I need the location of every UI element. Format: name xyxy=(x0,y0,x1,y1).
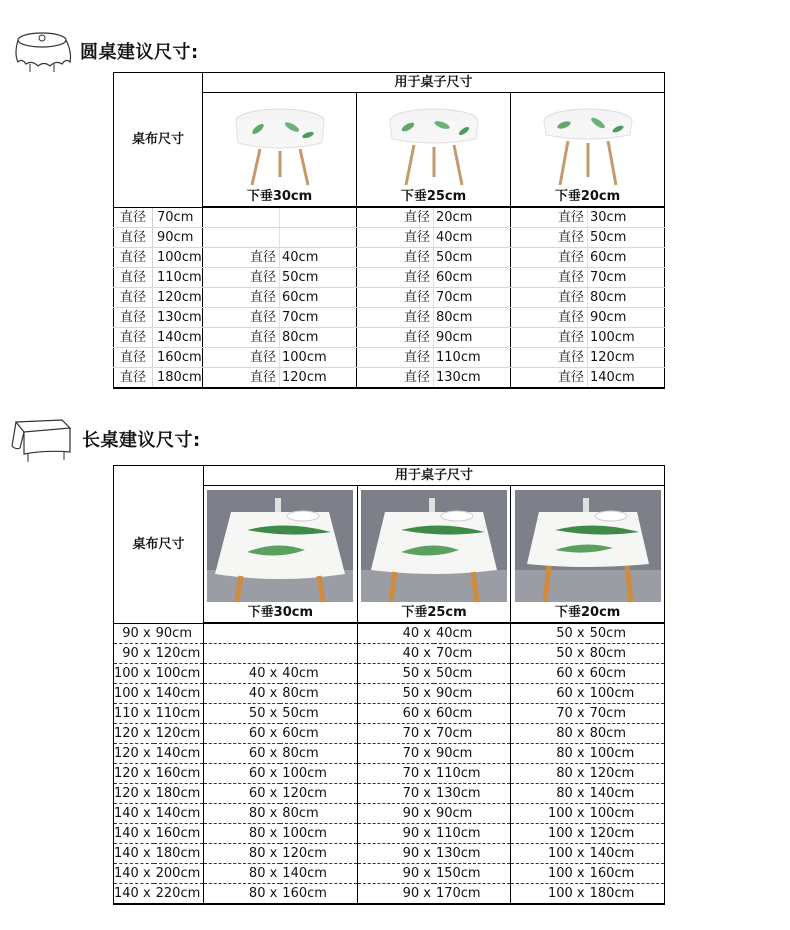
table-size-value: 170cm xyxy=(434,884,511,905)
table-size-value: 60cm xyxy=(434,268,511,288)
table-size-value: 60cm xyxy=(588,248,665,268)
table-size-value: 90cm xyxy=(588,308,665,328)
table-size-prefix: 直径 xyxy=(357,368,434,389)
table-size-prefix: 直径 xyxy=(203,348,280,368)
table-size-prefix: 直径 xyxy=(203,328,280,348)
round-size-row xyxy=(114,248,665,268)
table-size-value: 40cm xyxy=(434,623,511,644)
table-size-value: 70cm xyxy=(434,288,511,308)
long-size-table xyxy=(113,465,665,905)
cloth-size-value: 160cm xyxy=(154,764,204,784)
cloth-size-value: 100cm xyxy=(153,248,203,268)
table-size-value: 130cm xyxy=(434,784,511,804)
long-section-title: 长桌建议尺寸: xyxy=(82,430,201,451)
round-table-icon xyxy=(8,26,76,74)
table-size-prefix: 直径 xyxy=(511,328,588,348)
table-size-value: 100cm xyxy=(588,744,665,764)
table-size-value: 40cm xyxy=(280,248,357,268)
table-size-value: 120cm xyxy=(588,764,665,784)
table-size-value: 90cm xyxy=(434,744,511,764)
cloth-size-value: 70cm xyxy=(153,207,203,228)
table-size-value: 40cm xyxy=(280,664,357,684)
table-size-value: 130cm xyxy=(434,844,511,864)
cloth-size-prefix: 140 x xyxy=(114,844,154,864)
table-size-value: 70cm xyxy=(280,308,357,328)
table-size-prefix: 直径 xyxy=(357,348,434,368)
table-size-value: 60cm xyxy=(280,724,357,744)
table-size-prefix: 70 x xyxy=(357,724,434,744)
table-size-prefix: 40 x xyxy=(204,684,281,704)
long-photo-3 xyxy=(511,486,665,604)
cloth-size-value: 120cm xyxy=(154,724,204,744)
table-size-prefix: 90 x xyxy=(357,844,434,864)
table-size-prefix: 直径 xyxy=(203,308,280,328)
round-photo-2 xyxy=(357,93,511,188)
cloth-size-value: 200cm xyxy=(154,864,204,884)
round-header-label: 桌布尺寸 xyxy=(114,73,203,208)
cloth-size-prefix: 120 x xyxy=(114,764,154,784)
table-size-value: 120cm xyxy=(280,368,357,389)
table-size-prefix: 50 x xyxy=(204,704,281,724)
table-size-prefix: 60 x xyxy=(511,684,588,704)
table-size-value: 130cm xyxy=(434,368,511,389)
table-size-value: 120cm xyxy=(588,824,665,844)
table-size-value: 60cm xyxy=(588,664,665,684)
cloth-size-prefix: 直径 xyxy=(114,368,153,389)
round-size-row xyxy=(114,328,665,348)
long-size-row xyxy=(114,764,665,784)
table-size-prefix: 70 x xyxy=(511,704,588,724)
long-size-row xyxy=(114,684,665,704)
long-size-row xyxy=(114,844,665,864)
cloth-size-prefix: 110 x xyxy=(114,704,154,724)
cloth-size-value: 140cm xyxy=(154,804,204,824)
table-size-prefix: 直径 xyxy=(511,228,588,248)
cloth-size-prefix: 120 x xyxy=(114,784,154,804)
cloth-size-value: 90cm xyxy=(153,228,203,248)
table-size-value: 60cm xyxy=(280,288,357,308)
table-size-value: 100cm xyxy=(280,348,357,368)
table-size-prefix: 直径 xyxy=(203,268,280,288)
round-drop-20: 下垂20cm xyxy=(511,187,665,207)
table-size-prefix: 40 x xyxy=(357,644,434,664)
table-size-prefix: 直径 xyxy=(357,328,434,348)
table-size-value: 80cm xyxy=(588,288,665,308)
table-size-prefix: 直径 xyxy=(511,207,588,228)
cloth-size-value: 120cm xyxy=(153,288,203,308)
long-size-row xyxy=(114,864,665,884)
table-size-prefix: 直径 xyxy=(357,288,434,308)
cloth-size-value: 140cm xyxy=(154,744,204,764)
table-size-prefix: 直径 xyxy=(357,308,434,328)
table-size-prefix: 50 x xyxy=(357,664,434,684)
table-size-value: 160cm xyxy=(280,884,357,905)
long-header-label: 桌布尺寸 xyxy=(114,466,204,624)
long-drop-30: 下垂30cm xyxy=(204,603,358,623)
table-size-value: 70cm xyxy=(588,268,665,288)
table-size-value: 20cm xyxy=(434,207,511,228)
table-size-value xyxy=(280,623,357,644)
table-size-value: 140cm xyxy=(588,784,665,804)
table-size-value: 100cm xyxy=(588,684,665,704)
table-size-prefix: 90 x xyxy=(357,804,434,824)
table-size-value: 150cm xyxy=(434,864,511,884)
table-size-value: 80cm xyxy=(280,744,357,764)
table-size-prefix: 80 x xyxy=(511,744,588,764)
cloth-size-prefix: 90 x xyxy=(114,623,154,644)
table-size-value: 100cm xyxy=(280,764,357,784)
table-size-value: 120cm xyxy=(588,348,665,368)
table-size-prefix: 50 x xyxy=(511,644,588,664)
long-size-row xyxy=(114,724,665,744)
table-size-value: 40cm xyxy=(434,228,511,248)
table-size-value: 90cm xyxy=(434,328,511,348)
table-size-value: 70cm xyxy=(434,644,511,664)
cloth-size-prefix: 直径 xyxy=(114,207,153,228)
cloth-size-value: 180cm xyxy=(154,784,204,804)
cloth-size-prefix: 直径 xyxy=(114,308,153,328)
table-size-prefix: 60 x xyxy=(511,664,588,684)
table-size-prefix: 50 x xyxy=(357,684,434,704)
table-size-prefix: 80 x xyxy=(511,784,588,804)
table-size-value: 30cm xyxy=(588,207,665,228)
cloth-size-value: 120cm xyxy=(154,644,204,664)
round-size-row xyxy=(114,207,665,228)
table-size-prefix: 80 x xyxy=(204,804,281,824)
cloth-size-value: 90cm xyxy=(154,623,204,644)
table-size-prefix: 100 x xyxy=(511,844,588,864)
long-drop-20: 下垂20cm xyxy=(511,603,665,623)
table-size-value: 120cm xyxy=(280,844,357,864)
table-size-prefix: 直径 xyxy=(203,368,280,389)
table-size-prefix xyxy=(204,623,281,644)
table-size-value xyxy=(280,644,357,664)
table-size-prefix: 直径 xyxy=(357,228,434,248)
table-size-prefix: 60 x xyxy=(357,704,434,724)
table-size-prefix: 100 x xyxy=(511,864,588,884)
table-size-value: 50cm xyxy=(588,623,665,644)
table-size-value: 50cm xyxy=(434,664,511,684)
table-size-prefix: 80 x xyxy=(204,864,281,884)
table-size-prefix: 80 x xyxy=(204,844,281,864)
table-size-prefix: 80 x xyxy=(204,884,281,905)
table-size-value: 160cm xyxy=(588,864,665,884)
table-size-prefix: 40 x xyxy=(357,623,434,644)
cloth-size-prefix: 直径 xyxy=(114,268,153,288)
cloth-size-prefix: 100 x xyxy=(114,684,154,704)
long-size-row xyxy=(114,744,665,764)
round-drop-25: 下垂25cm xyxy=(357,187,511,207)
cloth-size-prefix: 140 x xyxy=(114,884,154,905)
cloth-size-prefix: 直径 xyxy=(114,248,153,268)
table-size-value: 70cm xyxy=(588,704,665,724)
table-size-prefix: 60 x xyxy=(204,744,281,764)
table-size-value: 80cm xyxy=(434,308,511,328)
round-size-row xyxy=(114,308,665,328)
long-drop-25: 下垂25cm xyxy=(357,603,511,623)
table-size-prefix: 40 x xyxy=(204,664,281,684)
round-photo-3 xyxy=(511,93,665,188)
table-size-value xyxy=(280,207,357,228)
long-size-row xyxy=(114,664,665,684)
round-size-row xyxy=(114,368,665,389)
table-size-prefix: 直径 xyxy=(511,268,588,288)
long-size-row xyxy=(114,623,665,644)
long-size-row xyxy=(114,804,665,824)
cloth-size-value: 100cm xyxy=(154,664,204,684)
cloth-size-value: 110cm xyxy=(154,704,204,724)
table-size-prefix: 80 x xyxy=(511,724,588,744)
table-size-prefix: 90 x xyxy=(357,884,434,905)
table-size-value: 50cm xyxy=(588,228,665,248)
table-size-prefix: 直径 xyxy=(511,348,588,368)
table-size-prefix: 70 x xyxy=(357,764,434,784)
table-size-prefix: 80 x xyxy=(204,824,281,844)
cloth-size-prefix: 120 x xyxy=(114,744,154,764)
table-size-prefix: 60 x xyxy=(204,784,281,804)
long-header-top: 用于桌子尺寸 xyxy=(204,466,665,486)
table-size-value: 140cm xyxy=(588,844,665,864)
table-size-prefix: 直径 xyxy=(511,368,588,389)
table-size-value: 140cm xyxy=(588,368,665,389)
cloth-size-prefix: 直径 xyxy=(114,328,153,348)
table-size-value: 70cm xyxy=(434,724,511,744)
round-section-title: 圆桌建议尺寸: xyxy=(80,42,199,63)
table-size-prefix: 80 x xyxy=(511,764,588,784)
table-size-value: 50cm xyxy=(434,248,511,268)
table-size-value: 90cm xyxy=(434,684,511,704)
table-size-value: 120cm xyxy=(280,784,357,804)
round-photo-1 xyxy=(203,93,357,188)
table-size-prefix: 100 x xyxy=(511,884,588,905)
table-size-value: 100cm xyxy=(280,824,357,844)
long-photo-2 xyxy=(357,486,511,604)
table-size-value: 140cm xyxy=(280,864,357,884)
long-size-row xyxy=(114,704,665,724)
table-size-value: 180cm xyxy=(588,884,665,905)
table-size-prefix: 50 x xyxy=(511,623,588,644)
cloth-size-value: 140cm xyxy=(154,684,204,704)
table-size-value: 60cm xyxy=(434,704,511,724)
cloth-size-prefix: 直径 xyxy=(114,288,153,308)
round-size-row xyxy=(114,288,665,308)
table-size-value: 100cm xyxy=(588,804,665,824)
round-size-table xyxy=(113,72,665,389)
table-size-prefix: 70 x xyxy=(357,784,434,804)
table-size-prefix: 直径 xyxy=(357,207,434,228)
long-size-row xyxy=(114,784,665,804)
table-size-prefix: 90 x xyxy=(357,824,434,844)
table-size-prefix: 60 x xyxy=(204,724,281,744)
table-size-prefix xyxy=(203,207,280,228)
table-size-value xyxy=(280,228,357,248)
table-size-prefix: 90 x xyxy=(357,864,434,884)
table-size-prefix: 直径 xyxy=(203,288,280,308)
table-size-prefix: 直径 xyxy=(511,308,588,328)
table-size-value: 110cm xyxy=(434,348,511,368)
table-size-prefix: 直径 xyxy=(357,268,434,288)
table-size-prefix: 70 x xyxy=(357,744,434,764)
cloth-size-prefix: 140 x xyxy=(114,864,154,884)
round-size-row xyxy=(114,228,665,248)
cloth-size-value: 180cm xyxy=(154,844,204,864)
long-size-row xyxy=(114,644,665,664)
cloth-size-prefix: 90 x xyxy=(114,644,154,664)
table-size-value: 110cm xyxy=(434,824,511,844)
table-size-value: 80cm xyxy=(588,724,665,744)
table-size-value: 80cm xyxy=(588,644,665,664)
table-size-prefix: 直径 xyxy=(511,248,588,268)
table-size-value: 50cm xyxy=(280,704,357,724)
cloth-size-prefix: 140 x xyxy=(114,824,154,844)
cloth-size-prefix: 直径 xyxy=(114,348,153,368)
cloth-size-value: 160cm xyxy=(154,824,204,844)
table-size-value: 80cm xyxy=(280,328,357,348)
table-size-prefix: 直径 xyxy=(357,248,434,268)
cloth-size-value: 220cm xyxy=(154,884,204,905)
table-size-prefix xyxy=(203,228,280,248)
table-size-value: 80cm xyxy=(280,684,357,704)
long-size-row xyxy=(114,824,665,844)
table-size-value: 50cm xyxy=(280,268,357,288)
table-size-prefix: 直径 xyxy=(511,288,588,308)
round-size-row xyxy=(114,268,665,288)
long-size-row xyxy=(114,884,665,905)
table-size-value: 80cm xyxy=(280,804,357,824)
table-size-value: 90cm xyxy=(434,804,511,824)
round-header-top: 用于桌子尺寸 xyxy=(203,73,665,93)
table-size-prefix: 直径 xyxy=(203,248,280,268)
cloth-size-value: 110cm xyxy=(153,268,203,288)
table-size-prefix: 100 x xyxy=(511,804,588,824)
table-size-prefix: 100 x xyxy=(511,824,588,844)
round-drop-30: 下垂30cm xyxy=(203,187,357,207)
table-size-prefix xyxy=(204,644,281,664)
cloth-size-prefix: 120 x xyxy=(114,724,154,744)
table-size-value: 100cm xyxy=(588,328,665,348)
cloth-size-prefix: 100 x xyxy=(114,664,154,684)
table-size-prefix: 60 x xyxy=(204,764,281,784)
cloth-size-value: 130cm xyxy=(153,308,203,328)
cloth-size-value: 180cm xyxy=(153,368,203,389)
cloth-size-value: 140cm xyxy=(153,328,203,348)
cloth-size-prefix: 直径 xyxy=(114,228,153,248)
table-size-value: 110cm xyxy=(434,764,511,784)
cloth-size-prefix: 140 x xyxy=(114,804,154,824)
round-size-row xyxy=(114,348,665,368)
rectangle-table-icon xyxy=(6,414,76,464)
long-photo-1 xyxy=(204,486,358,604)
cloth-size-value: 160cm xyxy=(153,348,203,368)
